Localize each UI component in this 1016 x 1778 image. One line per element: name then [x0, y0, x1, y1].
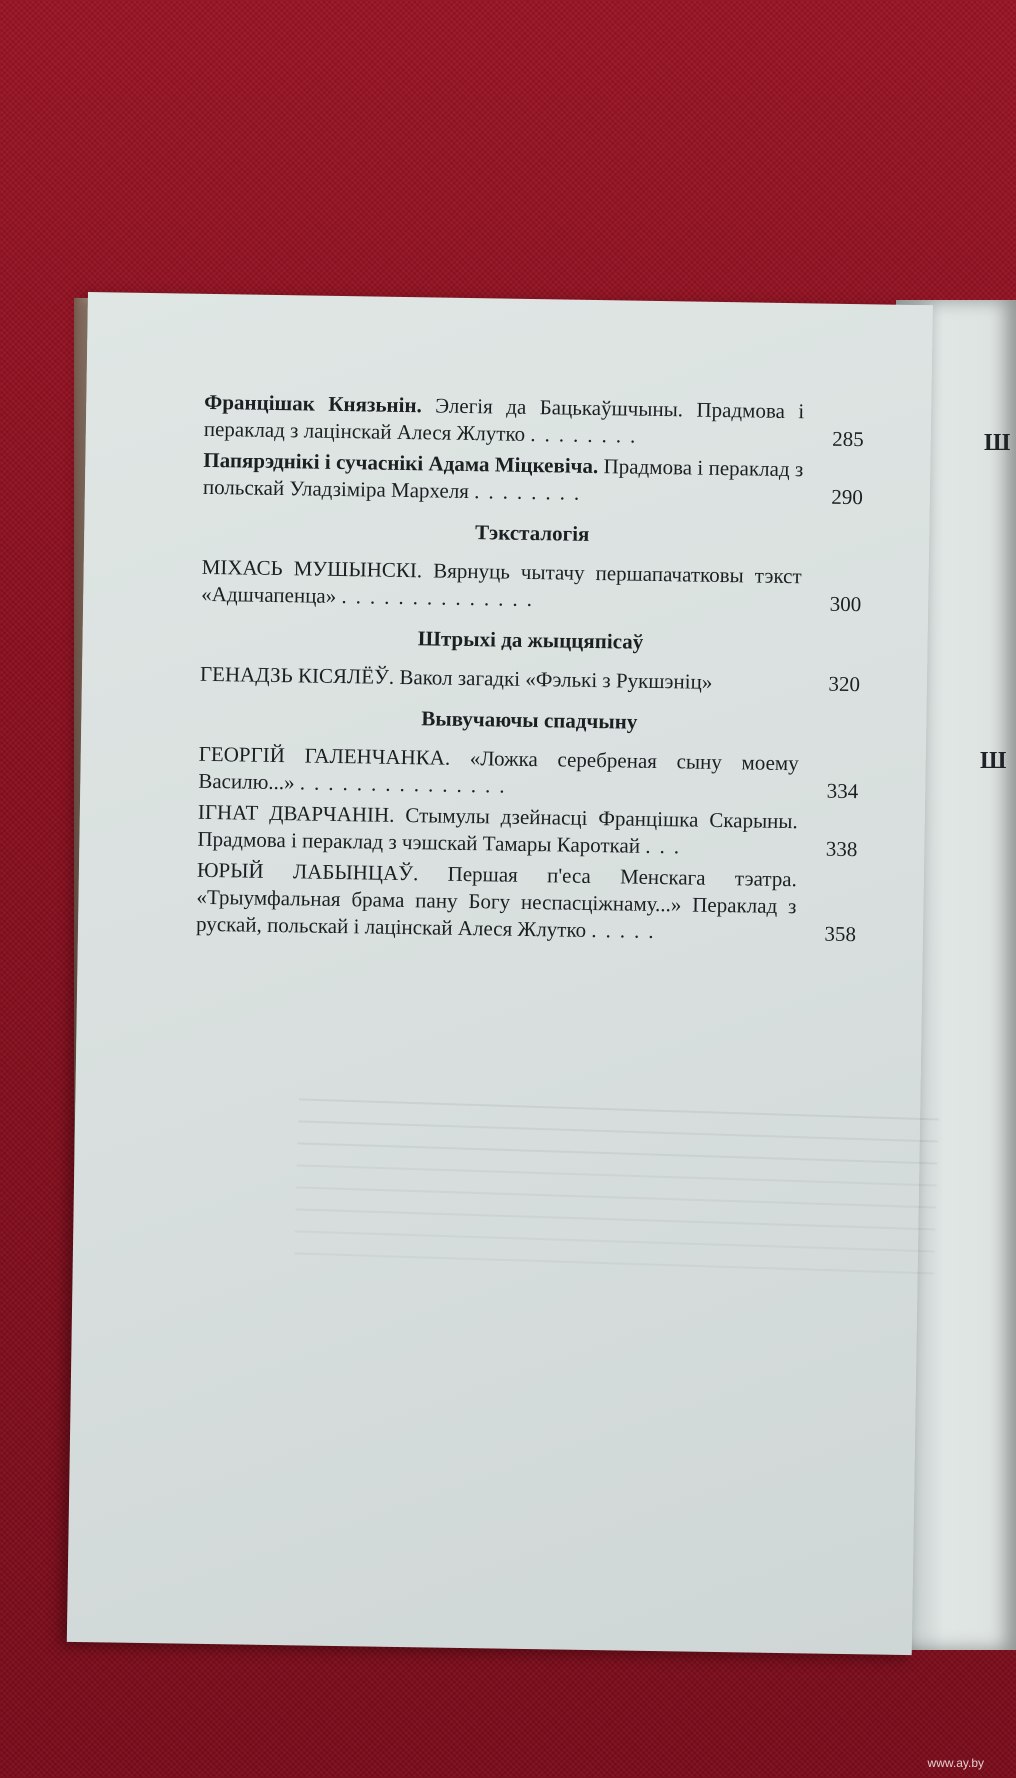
entry-page-number: 320 — [828, 671, 861, 697]
entry-title: Вакол загадкі «Фэлькі з Рукшэніц» — [393, 664, 713, 694]
entry-page-number: 358 — [824, 921, 857, 947]
entry-author: МІХАСЬ МУШЫНСКІ. — [201, 554, 423, 583]
toc-entry: Францішак Князьнін. Элегія да Бацькаўшчыны. Прадмова і пераклад з лацінскай Алеся Жлутко ........ 285 — [203, 389, 864, 452]
entry-title: Стымулы дзейнасці Францішка Скарыны. Прадмова і пераклад з чэшскай Тамары Кароткай — [197, 802, 798, 858]
entry-title: Прадмова і пераклад з польскай Уладзіміра Мархеля — [202, 454, 804, 504]
section-heading: Вывучаючы спадчыну — [421, 706, 638, 734]
toc-entry: Папярэднікі і сучаснікі Адама Міцкевіча. Прадмова і пераклад з польскай Уладзіміра Мархеля ........ 290 — [202, 447, 864, 510]
entry-page-number: 334 — [826, 778, 859, 804]
entry-title: Элегія да Бацькаўшчыны. Прадмова і пераклад з лацінскай Алеся Жлутко — [203, 393, 805, 446]
bleed-through-text — [283, 1050, 940, 1630]
entry-author: Францішак Князьнін. — [204, 389, 423, 418]
right-page-letter: Ш — [980, 748, 1007, 774]
book-page — [67, 292, 933, 1655]
toc-entry: ГЕОРГІЙ ГАЛЕНЧАНКА. «Ложка серебреная сыну моему Василю...» ............... 334 — [198, 741, 859, 804]
entry-author: ІГНАТ ДВАРЧАНІН. — [197, 799, 395, 827]
entry-page-number: 290 — [831, 484, 864, 510]
entry-author: ГЕНАДЗЬ КІСЯЛЁЎ. — [199, 661, 395, 689]
toc-entry: МІХАСЬ МУШЫНСКІ. Вярнуць чытачу першапачатковы тэкст «Адшчапенца» .............. 300 — [201, 554, 862, 617]
watermark: www.ay.by — [927, 1756, 984, 1770]
table-of-contents — [196, 389, 865, 952]
entry-author: ЮРЫЙ ЛАБЫНЦАЎ. — [196, 857, 419, 886]
section-heading: Тэксталогія — [474, 520, 590, 546]
entry-page-number: 300 — [829, 591, 862, 617]
entry-title: Першая п'еса Менскага тэатра. «Трыумфальная брама пану Богу неспасціжнаму...» Пераклад з рускай, польскай і лацінскай Алеся Жлутко — [195, 861, 798, 942]
entry-author: ГЕОРГІЙ ГАЛЕНЧАНКА. — [198, 741, 451, 770]
entry-author: Папярэднікі і сучаснікі Адама Міцкевіча. — [203, 447, 599, 479]
entry-page-number: 285 — [832, 426, 864, 452]
toc-entry: ЮРЫЙ ЛАБЫНЦАЎ. Першая п'еса Менскага тэатра. «Трыумфальная брама пану Богу неспасціжнаму...» Пераклад з рускай, польскай і лацінскай Алеся Жлутко ..... 358 — [195, 857, 857, 947]
section-heading: Штрыхі да жыццяпісаў — [417, 626, 644, 654]
entry-page-number: 338 — [825, 836, 858, 862]
right-page-letter: Ш — [984, 430, 1011, 456]
toc-entry — [200, 661, 860, 698]
toc-entry: ІГНАТ ДВАРЧАНІН. Стымулы дзейнасці Францішка Скарыны. Прадмова і пераклад з чэшскай Тамары Кароткай ... 338 — [197, 799, 858, 862]
entry-title: «Ложка серебреная сыну моему Василю...» — [198, 745, 799, 795]
entry-title: Вярнуць чытачу першапачатковы тэкст «Адшчапенца» — [201, 558, 802, 608]
